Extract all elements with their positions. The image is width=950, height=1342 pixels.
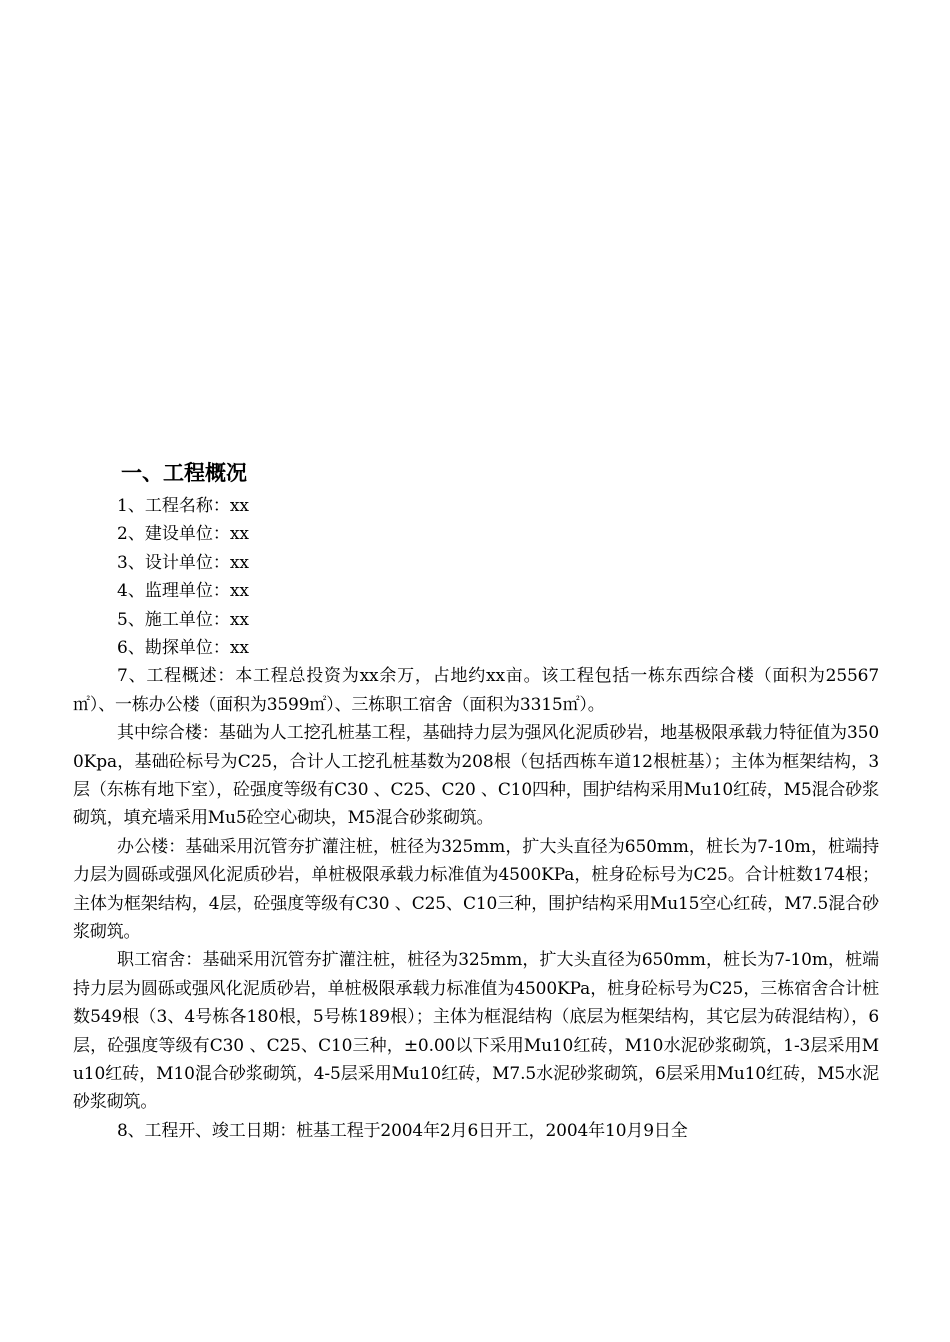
item-project-name: 1、工程名称：xx [117, 496, 249, 516]
document-body [73, 456, 879, 1145]
item-contractor-unit: 5、施工单位：xx [117, 609, 249, 630]
item-design-unit: 3、设计单位：xx [117, 552, 249, 573]
paragraph-office-building: 办公楼：基础采用沉管夯扩灌注桩，桩径为325mm，扩大头直径为650mm，桩长为7-10m，桩端持力层为圆砾或强风化泥质砂岩，单桩极限承载力标准值为4500KPa，桩身砼标号为C25。合计桩数174根；主体为框架结构，4层，砼强度等级有C30 、C25、C10三种，围护结构采用Mu15空心红砖，M7.5混合砂浆砌筑。 [73, 836, 879, 942]
item-survey-unit: 6、勘探单位：xx [117, 637, 249, 658]
item-supervision-unit: 4、监理单位：xx [117, 581, 249, 602]
section-heading: 一、工程概况 [121, 461, 247, 485]
paragraph-staff-dormitory: 职工宿舍：基础采用沉管夯扩灌注桩，桩径为325mm，扩大头直径为650mm，桩长为7-10m，桩端持力层为圆砾或强风化泥质砂岩，单桩极限承载力标准值为4500KPa，桩身砼标号为C25，三栋宿舍合计桩数549根（3、4号栋各180根，5号栋189根）；主体为框混结构（底层为框架结构，其它层为砖混结构），6层，砼强度等级有C30 、C25、C10三种，±0.00以下采用Mu10红砖，M10水泥砂浆砌筑，1-3层采用Mu10红砖，M10混合砂浆砌筑，4-5层采用Mu10红砖，M7.5水泥砂浆砌筑，6层采用Mu10红砖，M5水泥砂浆砌筑。 [73, 950, 879, 1113]
paragraph-project-overview: 7、工程概述：本工程总投资为xx余万，占地约xx亩。该工程包括一栋东西综合楼（面积为25567㎡）、一栋办公楼（面积为3599㎡）、三栋职工宿舍（面积为3315㎡）。 [73, 666, 879, 715]
paragraph-complex-building: 其中综合楼：基础为人工挖孔桩基工程，基础持力层为强风化泥质砂岩，地基极限承载力特征值为3500Kpa，基础砼标号为C25，合计人工挖孔桩基数为208根（包括西栋车道12根桩基）；主体为框架结构，3层（东栋有地下室），砼强度等级有C30 、C25、C20 、C10四种，围护结构采用Mu10红砖，M5混合砂浆砌筑，填充墙采用Mu5砼空心砌块，M5混合砂浆砌筑。 [73, 723, 879, 829]
paragraph-schedule: 8、工程开、竣工日期：桩基工程于2004年2月6日开工，2004年10月9日全 [117, 1120, 688, 1141]
item-construction-unit: 2、建设单位：xx [117, 524, 249, 545]
